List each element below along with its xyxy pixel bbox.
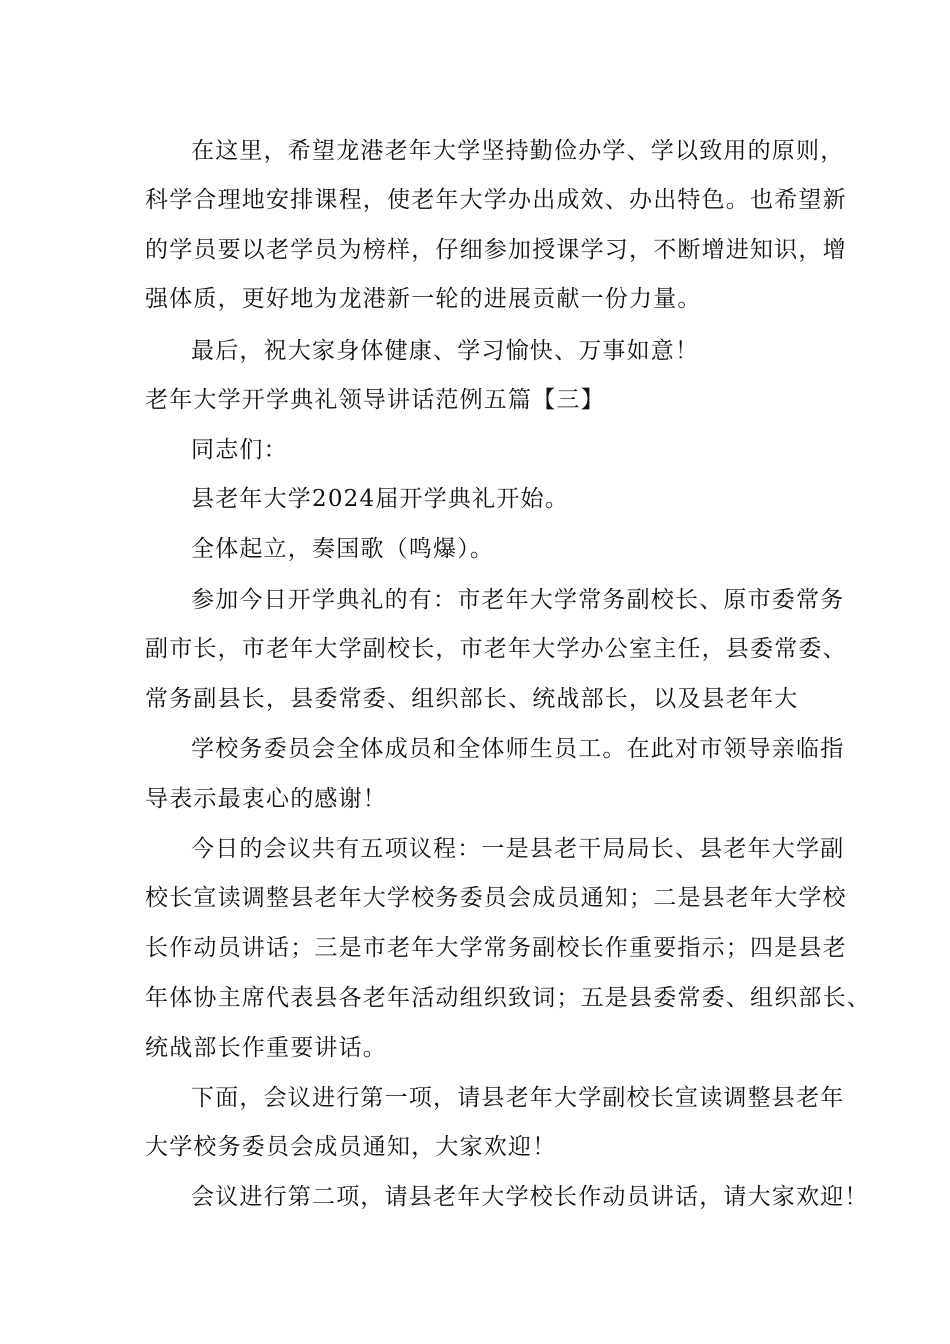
paragraph-line: 强体质，更好地为龙港新一轮的进展贡献一份力量。 [145, 286, 702, 312]
paragraph-line: 副市长，市老年大学副校长，市老年大学办公室主任，县委常委、 [145, 636, 847, 662]
paragraph-line: 科学合理地安排课程，使老年大学办出成效、办出特色。也希望新 [145, 187, 847, 213]
paragraph-line: 下面，会议进行第一项，请县老年大学副校长宣读调整县老年 [191, 1085, 845, 1111]
paragraph-line: 参加今日开学典礼的有：市老年大学常务副校长、原市委常务 [191, 587, 845, 613]
salutation: 同志们： [191, 437, 288, 463]
paragraph-line: 的学员要以老学员为榜样，仔细参加授课学习，不断增进知识，增 [145, 237, 847, 263]
paragraph-line: 县老年大学2024届开学典礼开始。 [191, 486, 569, 512]
paragraph-line: 常务副县长，县委常委、组织部长、统战部长，以及县老年大 [145, 686, 799, 712]
paragraph-line: 在这里，希望龙港老年大学坚持勤俭办学、学以致用的原则， [191, 138, 845, 164]
paragraph-line: 最后，祝大家身体健康、学习愉快、万事如意！ [191, 338, 700, 364]
paragraph-line: 长作动员讲话；三是市老年大学常务副校长作重要指示；四是县老 [145, 935, 847, 961]
paragraph-line: 会议进行第二项，请县老年大学校长作动员讲话，请大家欢迎！ [191, 1184, 869, 1210]
paragraph-line: 年体协主席代表县各老年活动组织致词；五是县委常委、组织部长、 [145, 985, 871, 1011]
paragraph-line: 导表示最衷心的感谢！ [145, 786, 387, 812]
paragraph-line: 校长宣读调整县老年大学校务委员会成员通知；二是县老年大学校 [145, 885, 847, 911]
paragraph-line: 大学校务委员会成员通知，大家欢迎！ [145, 1134, 557, 1160]
paragraph-line: 统战部长作重要讲话。 [145, 1035, 387, 1061]
paragraph-line: 全体起立，奏国歌（鸣爆）。 [191, 536, 495, 562]
paragraph-line: 学校务委员会全体成员和全体师生员工。在此对市领导亲临指 [191, 736, 845, 762]
paragraph-line: 今日的会议共有五项议程：一是县老干局局长、县老年大学副 [191, 836, 845, 862]
section-heading: 老年大学开学典礼领导讲话范例五篇【三】 [145, 387, 605, 413]
